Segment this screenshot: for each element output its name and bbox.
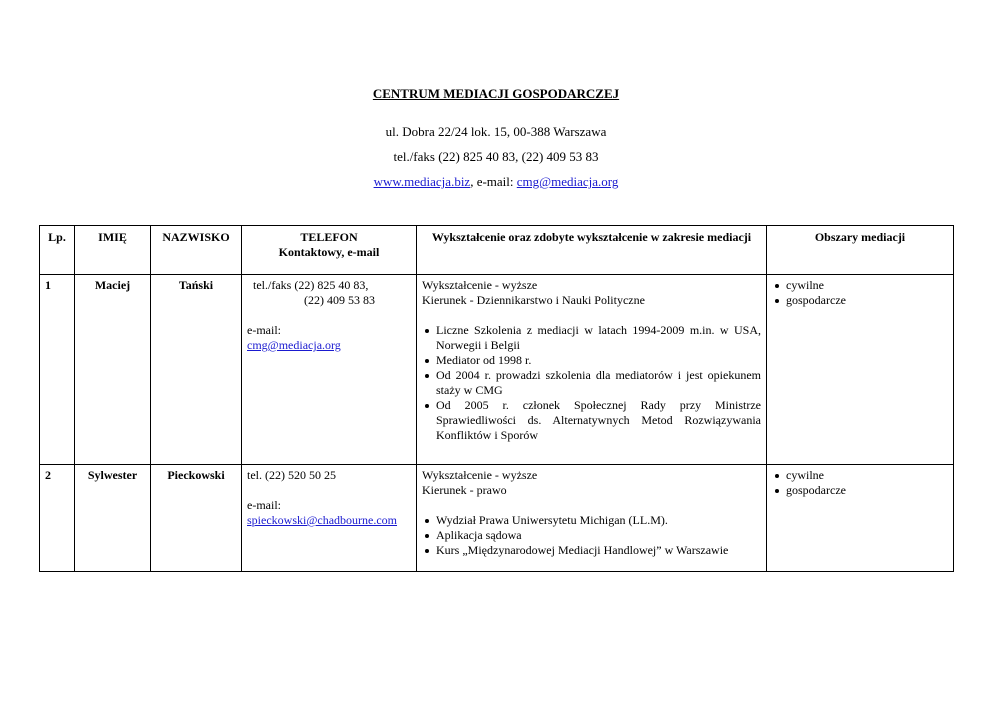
row-imie: Maciej xyxy=(75,275,151,465)
list-item: Od 2005 r. członek Społecznej Rady przy Ministrze Sprawiedliwości ds. Alternatywnych Metod Rozwiązywania Konfliktów i Sporów xyxy=(436,398,761,442)
row-tel: tel./faks (22) 825 40 83, xyxy=(253,278,369,292)
row-edu-field: Kierunek - Dziennikarstwo i Nauki Polityczne xyxy=(422,293,645,307)
row-edu-level: Wykształcenie - wyższe xyxy=(422,468,538,482)
address-line: ul. Dobra 22/24 lok. 15, 00-388 Warszawa xyxy=(385,124,607,139)
row-edu-list xyxy=(422,323,761,443)
table-row xyxy=(40,275,954,465)
row-nazwisko: Pieckowski xyxy=(151,465,242,572)
email-link[interactable]: cmg@mediacja.org xyxy=(516,174,619,189)
mediators-table xyxy=(39,225,954,572)
col-header-telefon xyxy=(242,226,417,275)
row-education xyxy=(417,275,767,465)
row-email-link[interactable]: spieckowski@chadbourne.com xyxy=(247,513,398,527)
table-row xyxy=(40,465,954,572)
contact-line xyxy=(0,174,992,189)
row-areas xyxy=(767,275,954,465)
list-item: cywilne xyxy=(786,468,948,483)
col-header-imie: IMIĘ xyxy=(75,226,151,275)
row-edu-list xyxy=(422,513,761,558)
row-email-link[interactable]: cmg@mediacja.org xyxy=(247,338,341,352)
list-item: Mediator od 1998 r. xyxy=(436,353,761,368)
row-lp: 1 xyxy=(40,275,75,465)
row-contact xyxy=(242,465,417,572)
phone-line: tel./faks (22) 825 40 83, (22) 409 53 83 xyxy=(393,149,599,164)
row-nazwisko: Tański xyxy=(151,275,242,465)
table-header-row xyxy=(40,226,954,275)
list-item: Kurs „Międzynarodowej Mediacji Handlowej” w Warszawie xyxy=(436,543,761,558)
col-header-nazwisko: NAZWISKO xyxy=(151,226,242,275)
row-education xyxy=(417,465,767,572)
list-item: Aplikacja sądowa xyxy=(436,528,761,543)
row-areas-list xyxy=(772,468,948,498)
email-prefix: , e-mail: xyxy=(470,174,517,189)
col-header-telefon-line2: Kontaktowy, e-mail xyxy=(278,245,380,259)
list-item: gospodarcze xyxy=(786,293,948,308)
row-areas xyxy=(767,465,954,572)
row-edu-level: Wykształcenie - wyższe xyxy=(422,278,538,292)
website-link[interactable]: www.mediacja.biz xyxy=(373,174,471,189)
row-imie: Sylwester xyxy=(75,465,151,572)
col-header-lp: Lp. xyxy=(40,226,75,275)
row-lp: 2 xyxy=(40,465,75,572)
list-item: Liczne Szkolenia z mediacji w latach 1994-2009 m.in. w USA, Norwegii i Belgii xyxy=(436,323,761,352)
list-item: Wydział Prawa Uniwersytetu Michigan (LL.M). xyxy=(436,513,761,528)
row-contact xyxy=(242,275,417,465)
row-email-label: e-mail: xyxy=(247,498,281,512)
page-title: CENTRUM MEDIACJI GOSPODARCZEJ xyxy=(372,86,620,101)
row-areas-list xyxy=(772,278,948,308)
col-header-obszary: Obszary mediacji xyxy=(767,226,954,275)
row-edu-field: Kierunek - prawo xyxy=(422,483,507,497)
list-item: cywilne xyxy=(786,278,948,293)
col-header-telefon-line1: TELEFON xyxy=(300,230,358,244)
list-item: Od 2004 r. prowadzi szkolenia dla mediatorów i jest opiekunem staży w CMG xyxy=(436,368,761,397)
row-tel: tel. (22) 520 50 25 xyxy=(247,468,336,482)
row-email-label: e-mail: xyxy=(247,323,281,337)
row-tel-2: (22) 409 53 83 xyxy=(304,293,375,307)
list-item: gospodarcze xyxy=(786,483,948,498)
col-header-wyksztalcenie: Wykształcenie oraz zdobyte wykształcenie w zakresie mediacji xyxy=(417,226,767,275)
